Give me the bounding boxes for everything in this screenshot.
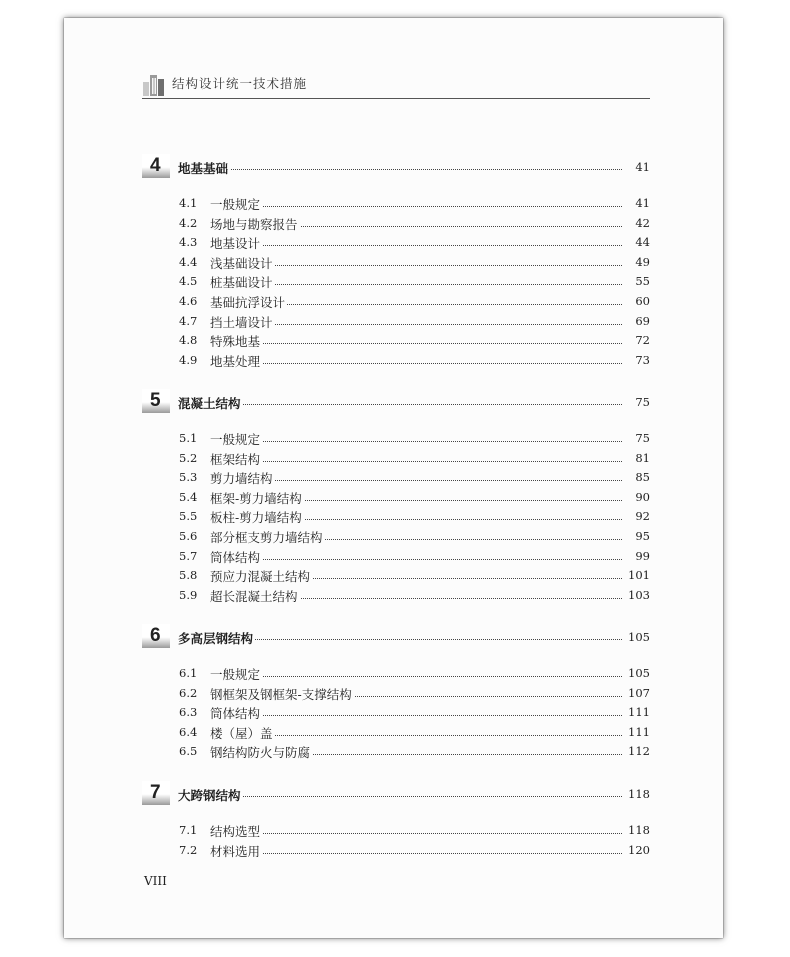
section-entry (142, 312, 650, 331)
section-entry (142, 214, 650, 233)
section-title: 挡土墙设计 (210, 314, 273, 330)
chapter-entry (142, 154, 650, 178)
section-page-number: 120 (628, 842, 650, 857)
section-number: 6.5 (179, 744, 198, 759)
chapter-number-block (142, 154, 170, 178)
section-entry (142, 351, 650, 370)
section-page-number: 107 (628, 685, 650, 700)
section-page-number: 103 (628, 587, 650, 602)
section-entry (142, 272, 650, 291)
section-number: 5.7 (179, 548, 198, 563)
section-entry (142, 488, 650, 507)
section-title: 部分框支剪力墙结构 (210, 530, 323, 545)
header-title: 结构设计统一技术措施 (172, 76, 308, 91)
section-title: 框架-剪力墙结构 (210, 490, 302, 506)
chapter-page-number: 75 (635, 395, 650, 409)
section-title: 钢结构防火与防腐 (210, 745, 311, 761)
section-page-number: 90 (635, 489, 650, 504)
section-number: 4.1 (179, 196, 198, 210)
dot-leader (210, 206, 622, 207)
section-number: 4.7 (179, 313, 198, 328)
section-page-number: 111 (628, 705, 650, 720)
section-page-number: 55 (635, 274, 650, 289)
section-number: 5.4 (179, 489, 198, 504)
dot-leader (210, 715, 622, 716)
section-number: 5.6 (179, 529, 198, 543)
dot-leader (210, 343, 622, 344)
section-entry (142, 233, 650, 252)
section-title: 预应力混凝土结构 (210, 569, 311, 585)
section-entry (142, 566, 650, 585)
section-entry (142, 723, 650, 742)
section-page-number: 49 (635, 254, 650, 269)
chapter-entry (142, 624, 650, 648)
dot-leader (210, 853, 622, 854)
section-page-number: 85 (635, 470, 650, 485)
section-number: 5.8 (179, 568, 198, 583)
section-number: 4.6 (179, 294, 198, 308)
section-page-number: 81 (635, 450, 650, 465)
section-number: 5.9 (179, 587, 198, 602)
section-page-number: 112 (628, 744, 650, 759)
section-page-number: 73 (635, 352, 650, 367)
chapter-number: 5 (150, 390, 161, 411)
section-title: 框架结构 (210, 451, 261, 467)
section-page-number: 42 (635, 215, 650, 230)
section-entry (142, 684, 650, 703)
dot-leader (210, 461, 622, 462)
section-title: 结构选型 (210, 824, 261, 839)
section-title: 特殊地基 (210, 334, 261, 350)
section-title: 超长混凝土结构 (210, 588, 298, 604)
section-title: 材料选用 (210, 843, 261, 859)
section-entry (142, 331, 650, 350)
chapter-number: 4 (150, 155, 161, 176)
dot-leader (178, 404, 622, 405)
section-number: 4.4 (179, 254, 198, 269)
section-title: 钢框架及钢框架-支撑结构 (210, 686, 352, 702)
chapter-number: 7 (150, 782, 161, 803)
section-page-number: 72 (635, 333, 650, 348)
section-entry (142, 507, 650, 526)
dot-leader (178, 796, 622, 797)
chapter-title: 大跨钢结构 (178, 788, 241, 803)
chapter-page-number: 118 (628, 787, 650, 801)
section-title: 浅基础设计 (210, 255, 273, 271)
section-page-number: 105 (628, 666, 650, 680)
section-entry (142, 527, 650, 546)
running-header (142, 72, 650, 99)
chapter-title: 地基基础 (178, 161, 229, 176)
section-title: 地基设计 (210, 236, 261, 252)
section-entry (142, 547, 650, 566)
page-number-footer: VIII (144, 874, 167, 888)
section-entry (142, 429, 650, 448)
section-entry (142, 468, 650, 487)
dot-leader (178, 169, 622, 170)
section-title: 板柱-剪力墙结构 (210, 510, 302, 526)
section-title: 一般规定 (210, 197, 261, 212)
section-title: 楼（屋）盖 (210, 725, 273, 741)
section-number: 5.3 (179, 470, 198, 485)
section-entry (142, 821, 650, 840)
section-title: 剪力墙结构 (210, 471, 273, 487)
chapter-page-number: 105 (628, 630, 650, 644)
section-entry (142, 586, 650, 605)
section-entry (142, 194, 650, 213)
section-number: 5.2 (179, 450, 198, 465)
chapter-number-block (142, 781, 170, 805)
book-page (64, 18, 723, 938)
section-page-number: 60 (635, 294, 650, 308)
chapter-number-block (142, 389, 170, 413)
section-entry (142, 742, 650, 761)
section-title: 筒体结构 (210, 706, 261, 722)
chapter-title: 多高层钢结构 (178, 631, 254, 646)
section-page-number: 41 (635, 196, 650, 210)
section-number: 6.3 (179, 705, 198, 720)
section-title: 一般规定 (210, 667, 261, 682)
section-page-number: 69 (635, 313, 650, 328)
dot-leader (210, 676, 622, 677)
section-number: 4.8 (179, 333, 198, 348)
section-number: 4.5 (179, 274, 198, 289)
section-entry (142, 253, 650, 272)
section-page-number: 92 (635, 509, 650, 524)
dot-leader (210, 833, 622, 834)
section-entry (142, 841, 650, 860)
section-page-number: 99 (635, 548, 650, 563)
section-title: 场地与勘察报告 (210, 216, 298, 232)
dot-leader (210, 245, 622, 246)
section-page-number: 118 (628, 823, 650, 837)
section-entry (142, 449, 650, 468)
section-number: 7.2 (179, 842, 198, 857)
section-title: 地基处理 (210, 353, 261, 369)
section-title: 桩基础设计 (210, 275, 273, 291)
section-entry (142, 292, 650, 311)
section-number: 4.9 (179, 352, 198, 367)
section-number: 6.1 (179, 666, 198, 680)
section-number: 5.5 (179, 509, 198, 524)
dot-leader (210, 441, 622, 442)
chapter-entry (142, 781, 650, 805)
section-number: 4.3 (179, 235, 198, 250)
section-number: 6.2 (179, 685, 198, 700)
section-number: 5.1 (179, 431, 198, 445)
section-title: 一般规定 (210, 432, 261, 447)
section-page-number: 95 (635, 529, 650, 543)
chapter-page-number: 41 (635, 160, 650, 174)
section-page-number: 44 (635, 235, 650, 250)
chapter-title: 混凝土结构 (178, 396, 241, 411)
section-number: 7.1 (179, 823, 198, 837)
section-page-number: 111 (628, 724, 650, 739)
section-page-number: 75 (635, 431, 650, 445)
section-title: 基础抗浮设计 (210, 295, 286, 310)
dot-leader (210, 363, 622, 364)
section-entry (142, 703, 650, 722)
chapter-entry (142, 389, 650, 413)
section-page-number: 101 (628, 568, 650, 583)
dot-leader (210, 559, 622, 560)
building-logo-icon (142, 72, 166, 96)
section-number: 6.4 (179, 724, 198, 739)
chapter-number: 6 (150, 625, 161, 646)
section-number: 4.2 (179, 215, 198, 230)
section-entry (142, 664, 650, 683)
section-title: 筒体结构 (210, 549, 261, 565)
chapter-number-block (142, 624, 170, 648)
